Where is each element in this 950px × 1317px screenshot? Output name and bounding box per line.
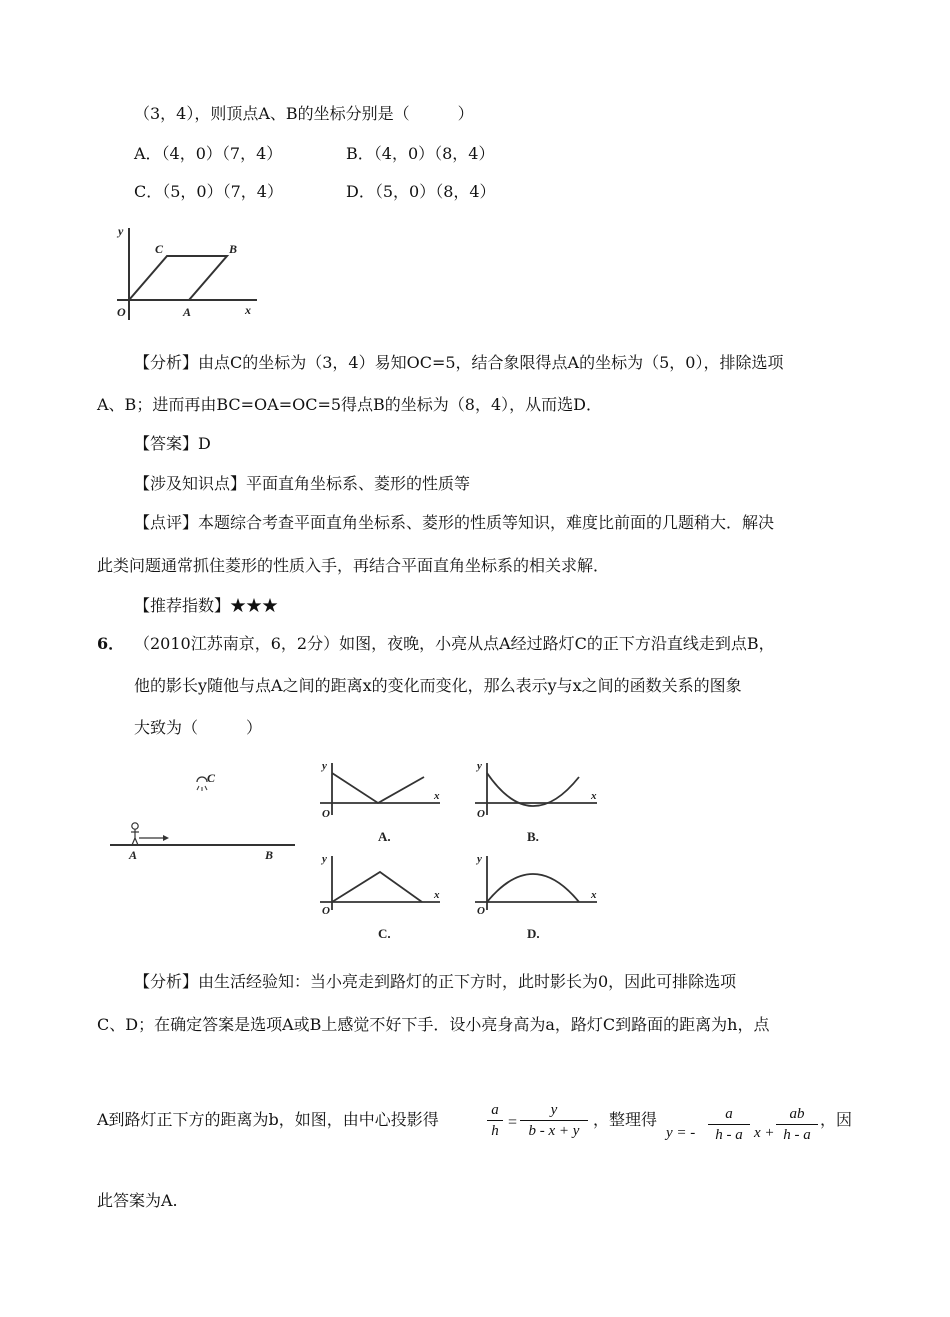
- graph-a-o: O: [322, 808, 330, 820]
- q5-answer: 【答案】D: [134, 434, 211, 453]
- graph-b-o: O: [477, 808, 485, 820]
- graph-c-y: y: [322, 853, 327, 865]
- q5-analysis-line2: A、B；进而再由BC=OA=OC=5得点B的坐标为（8，4），从而选D．: [97, 395, 602, 414]
- frac4-num: ab: [776, 1106, 818, 1125]
- graph-d-y: y: [477, 853, 482, 865]
- frac2-num: y: [520, 1102, 588, 1121]
- person-icon: [131, 823, 139, 845]
- graph-option-d: [465, 852, 605, 947]
- frac3-num: a: [708, 1106, 750, 1125]
- fig5-a-label: A: [183, 305, 192, 319]
- lamp-scene: [105, 771, 300, 870]
- y-equals: y = -: [666, 1125, 696, 1141]
- lamp-icon: [197, 777, 207, 791]
- q5-knowledge: 【涉及知识点】平面直角坐标系、菱形的性质等: [134, 474, 471, 493]
- q6-analysis-line3-b: ，整理得: [593, 1110, 658, 1129]
- q5-option-d: D．（5，0）（8，4）: [346, 182, 496, 201]
- q5-option-a: A．（4，0）（7，4）: [134, 144, 283, 163]
- graph-option-a: [310, 755, 445, 850]
- fraction-a-over-ha: [708, 1106, 750, 1144]
- q6-stem-line3: 大致为（ ）: [134, 718, 263, 737]
- graph-b-label: B.: [527, 829, 539, 844]
- graph-d-label: D.: [527, 926, 540, 941]
- q6-analysis-line4: 此答案为A.: [97, 1191, 178, 1210]
- graph-a-y: y: [322, 760, 327, 772]
- fig5-x-label: x: [245, 303, 251, 317]
- scene-c-label: C: [207, 771, 216, 785]
- q5-stem-tail: （3，4），则顶点A、B的坐标分别是（ ）: [134, 104, 474, 123]
- fig5-o-label: O: [117, 305, 126, 319]
- frac4-den: h - a: [783, 1127, 811, 1143]
- graph-d-x: x: [591, 889, 597, 901]
- frac1-num: a: [487, 1102, 503, 1121]
- fig5-y-label: y: [118, 224, 124, 238]
- fig5-b-label: B: [229, 242, 238, 256]
- graph-c-x: x: [434, 889, 440, 901]
- scene-b-label: B: [265, 848, 274, 862]
- q5-analysis-line1: 【分析】由点C的坐标为（3，4）易知OC=5，结合象限得点A的坐标为（5，0），排除选项: [134, 353, 784, 372]
- graph-b-x: x: [591, 790, 597, 802]
- q6-stem-line1: （2010江苏南京，6，2分）如图，夜晚，小亮从点A经过路灯C的正下方沿直线走到点B，: [134, 634, 775, 653]
- graph-a-x: x: [434, 790, 440, 802]
- fig5-c-label: C: [155, 242, 164, 256]
- graph-d-o: O: [477, 905, 485, 917]
- frac2-den: b - x + y: [528, 1123, 580, 1139]
- q6-analysis-line3-c: ，因: [820, 1110, 853, 1129]
- q5-comment-line2: 此类问题通常抓住菱形的性质入手，再结合平面直角坐标系的相关求解．: [97, 556, 610, 575]
- q6-analysis-line1: 【分析】由生活经验知：当小亮走到路灯的正下方时，此时影长为0，因此可排除选项: [134, 972, 737, 991]
- scene-a-label: A: [129, 848, 138, 862]
- graph-option-b: [465, 755, 605, 850]
- q5-recommend: 【推荐指数】★★★: [134, 596, 279, 615]
- q6-stem-line2: 他的影长y随他与点A之间的距离x的变化而变化，那么表示y与x之间的函数关系的图象: [134, 676, 742, 695]
- graph-b-y: y: [477, 760, 482, 772]
- frac3-den: h - a: [715, 1127, 743, 1143]
- graph-a-label: A.: [378, 829, 391, 844]
- graph-option-c: [310, 852, 445, 947]
- q6-number: 6．: [97, 634, 125, 653]
- graph-c-label: C.: [378, 926, 391, 941]
- frac1-den: h: [491, 1123, 499, 1139]
- q5-comment-line1: 【点评】本题综合考查平面直角坐标系、菱形的性质等知识，难度比前面的几题稍大．解决: [134, 513, 775, 532]
- q6-analysis-line2: C、D；在确定答案是选项A或B上感觉不好下手．设小亮身高为a，路灯C到路面的距离为h，点: [97, 1015, 770, 1034]
- graph-c-o: O: [322, 905, 330, 917]
- q6-analysis-line3-a: A到路灯正下方的距离为b，如图，由中心投影得: [97, 1110, 439, 1129]
- q5-option-b: B．（4，0）（8，4）: [346, 144, 495, 163]
- x-plus: x +: [754, 1125, 775, 1141]
- equals-sign: =: [508, 1114, 518, 1131]
- fraction-a-over-h: [487, 1102, 503, 1140]
- q5-option-c: C．（5，0）（7，4）: [134, 182, 283, 201]
- fraction-y-over-bxy: [520, 1102, 588, 1140]
- fraction-ab-over-ha: [776, 1106, 818, 1144]
- rhombus-figure: [105, 222, 265, 332]
